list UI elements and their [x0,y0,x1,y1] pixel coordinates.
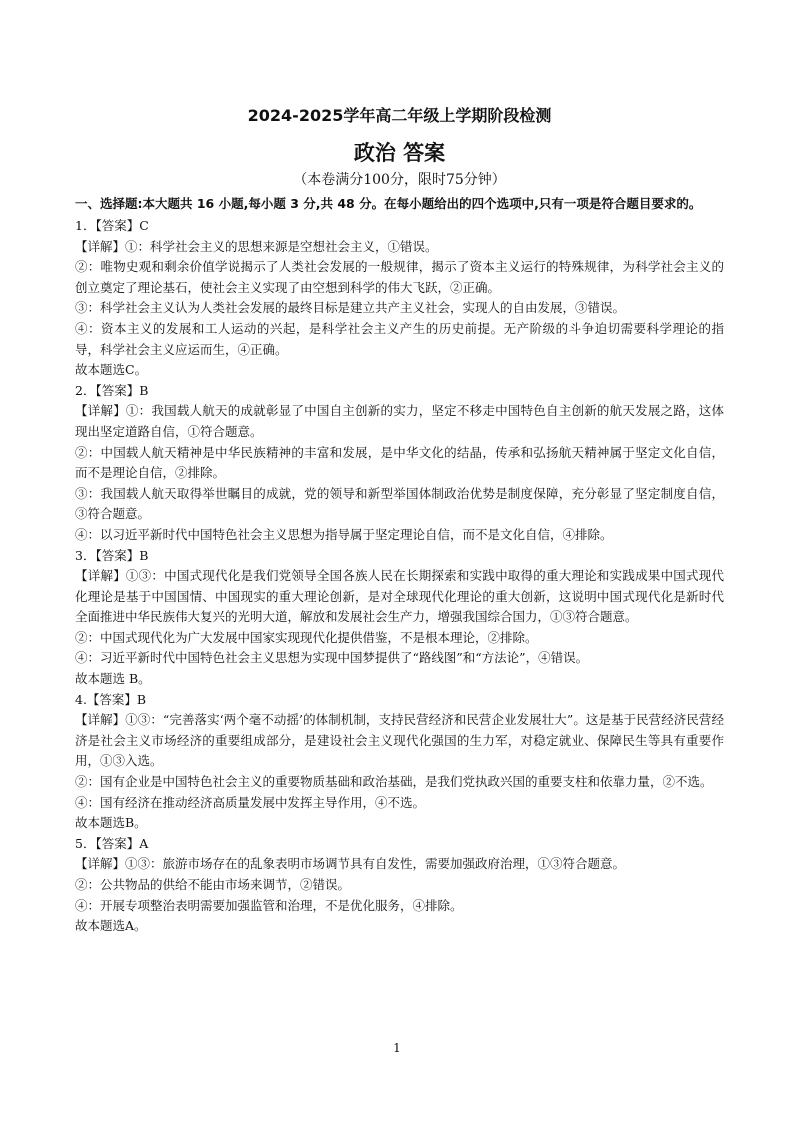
answer-line: 故本题选C。 [75,362,148,378]
answer-line: 【详解】①：我国载人航天的成就彰显了中国自主创新的实力，坚定不移走中国特色自主创新的航天发展之路，这体现出坚定道路自信，①符合题意。 [75,403,724,439]
answer-line: 【详解】①：科学社会主义的思想来源是空想社会主义，①错误。 [75,238,438,254]
answer-line: 4.【答案】B [75,691,147,707]
answer-line: 故本题选B。 [75,815,147,831]
answer-line: 5．【答案】A [75,835,149,851]
answer-line: ③：科学社会主义认为人类社会发展的最终目标是建立共产主义社会，实现人的自由发展，③错误。 [75,300,626,316]
score-time-note: （本卷满分100分，限时75分钟） [293,172,506,188]
exam-title: 2024-2025学年高二年级上学期阶段检测 [247,106,552,125]
answer-line: 故本题选 B。 [75,671,151,687]
answer-line: 【详解】①③：中国式现代化是我们党领导全国各族人民在长期探索和实践中取得的重大理论和实践成果中国式现代化理论是基于中国国情、中国现实的重大理论创新，是对全球现代化理论的重大创新，这说明中国式现代化是新时代全面推进中华民族伟大复兴的光明大道，解放和发展社会生产力，增强我国综合国力，①③符合题意。 [75,568,724,625]
answer-list [75,216,724,937]
answer-line: 3．【答案】B [75,547,149,563]
answer-line: 2．【答案】B [75,382,149,398]
answer-line: 【详解】①③：旅游市场存在的乱象表明市场调节具有自发性，需要加强政府治理，①③符合题意。 [75,856,626,872]
answer-line: ②：唯物史观和剩余价值学说揭示了人类社会发展的一般规律，揭示了资本主义运行的特殊规律，为科学社会主义的创立奠定了理论基石，使社会主义实现了由空想到科学的伟大飞跃，②正确。 [75,259,724,295]
answer-line: ②：公共物品的供给不能由市场来调节，②错误。 [75,877,351,892]
answer-line: ④：以习近平新时代中国特色社会主义思想为指导属于坚定理论自信，而不是文化自信，④排除。 [75,526,613,542]
answer-line: 【详解】①③：“完善落实‘两个毫不动摇’的体制机制，支持民营经济和民营企业发展壮大”。这是基于民营经济民营经济是社会主义市场经济的重要组成部分，是建设社会主义现代化强国的生力军，对稳定就业、保障民生等具有重要作用，①③入选。 [75,712,724,769]
answer-line: ④：开展专项整治表明需要加强监管和治理，不是优化服务，④排除。 [75,897,463,913]
answer-line: ④：习近平新时代中国特色社会主义思想为实现中国梦提供了“路线图”和“方法论”，④错误。 [75,650,589,666]
answer-line: ③：我国载人航天取得举世瞩目的成就，党的领导和新型举国体制政治优势是制度保障，充分彰显了坚定制度自信，③符合题意。 [75,485,724,522]
answer-line: ②：中国式现代化为广大发展中国家实现现代化提供借鉴，不是根本理论，②排除。 [75,629,538,645]
answer-line: ④：资本主义的发展和工人运动的兴起，是科学社会主义产生的历史前提。无产阶级的斗争迫切需要科学理论的指导，科学社会主义应运而生，④正确。 [75,320,724,357]
answer-key-heading: 政治 答案 [353,141,446,165]
answer-line: 1．【答案】C [75,218,149,233]
answer-line: ④：国有经济在推动经济高质量发展中发挥主导作用，④不选。 [75,794,426,810]
answer-line: 故本题选A。 [75,918,147,934]
answer-line: ②：中国载人航天精神是中华民族精神的丰富和发展，是中华文化的结晶，传承和弘扬航天精神属于坚定文化自信，而不是理论自信，②排除。 [75,444,724,481]
section-instruction: 一、选择题:本大题共 16 小题,每小题 3 分,共 48 分。在每小题给出的四个选项中,只有一项是符合题目要求的。 [75,196,702,211]
answer-line: ②：国有企业是中国特色社会主义的重要物质基础和政治基础，是我们党执政兴国的重要支柱和依靠力量，②不选。 [75,774,713,790]
page-number: 1 [393,1041,401,1055]
